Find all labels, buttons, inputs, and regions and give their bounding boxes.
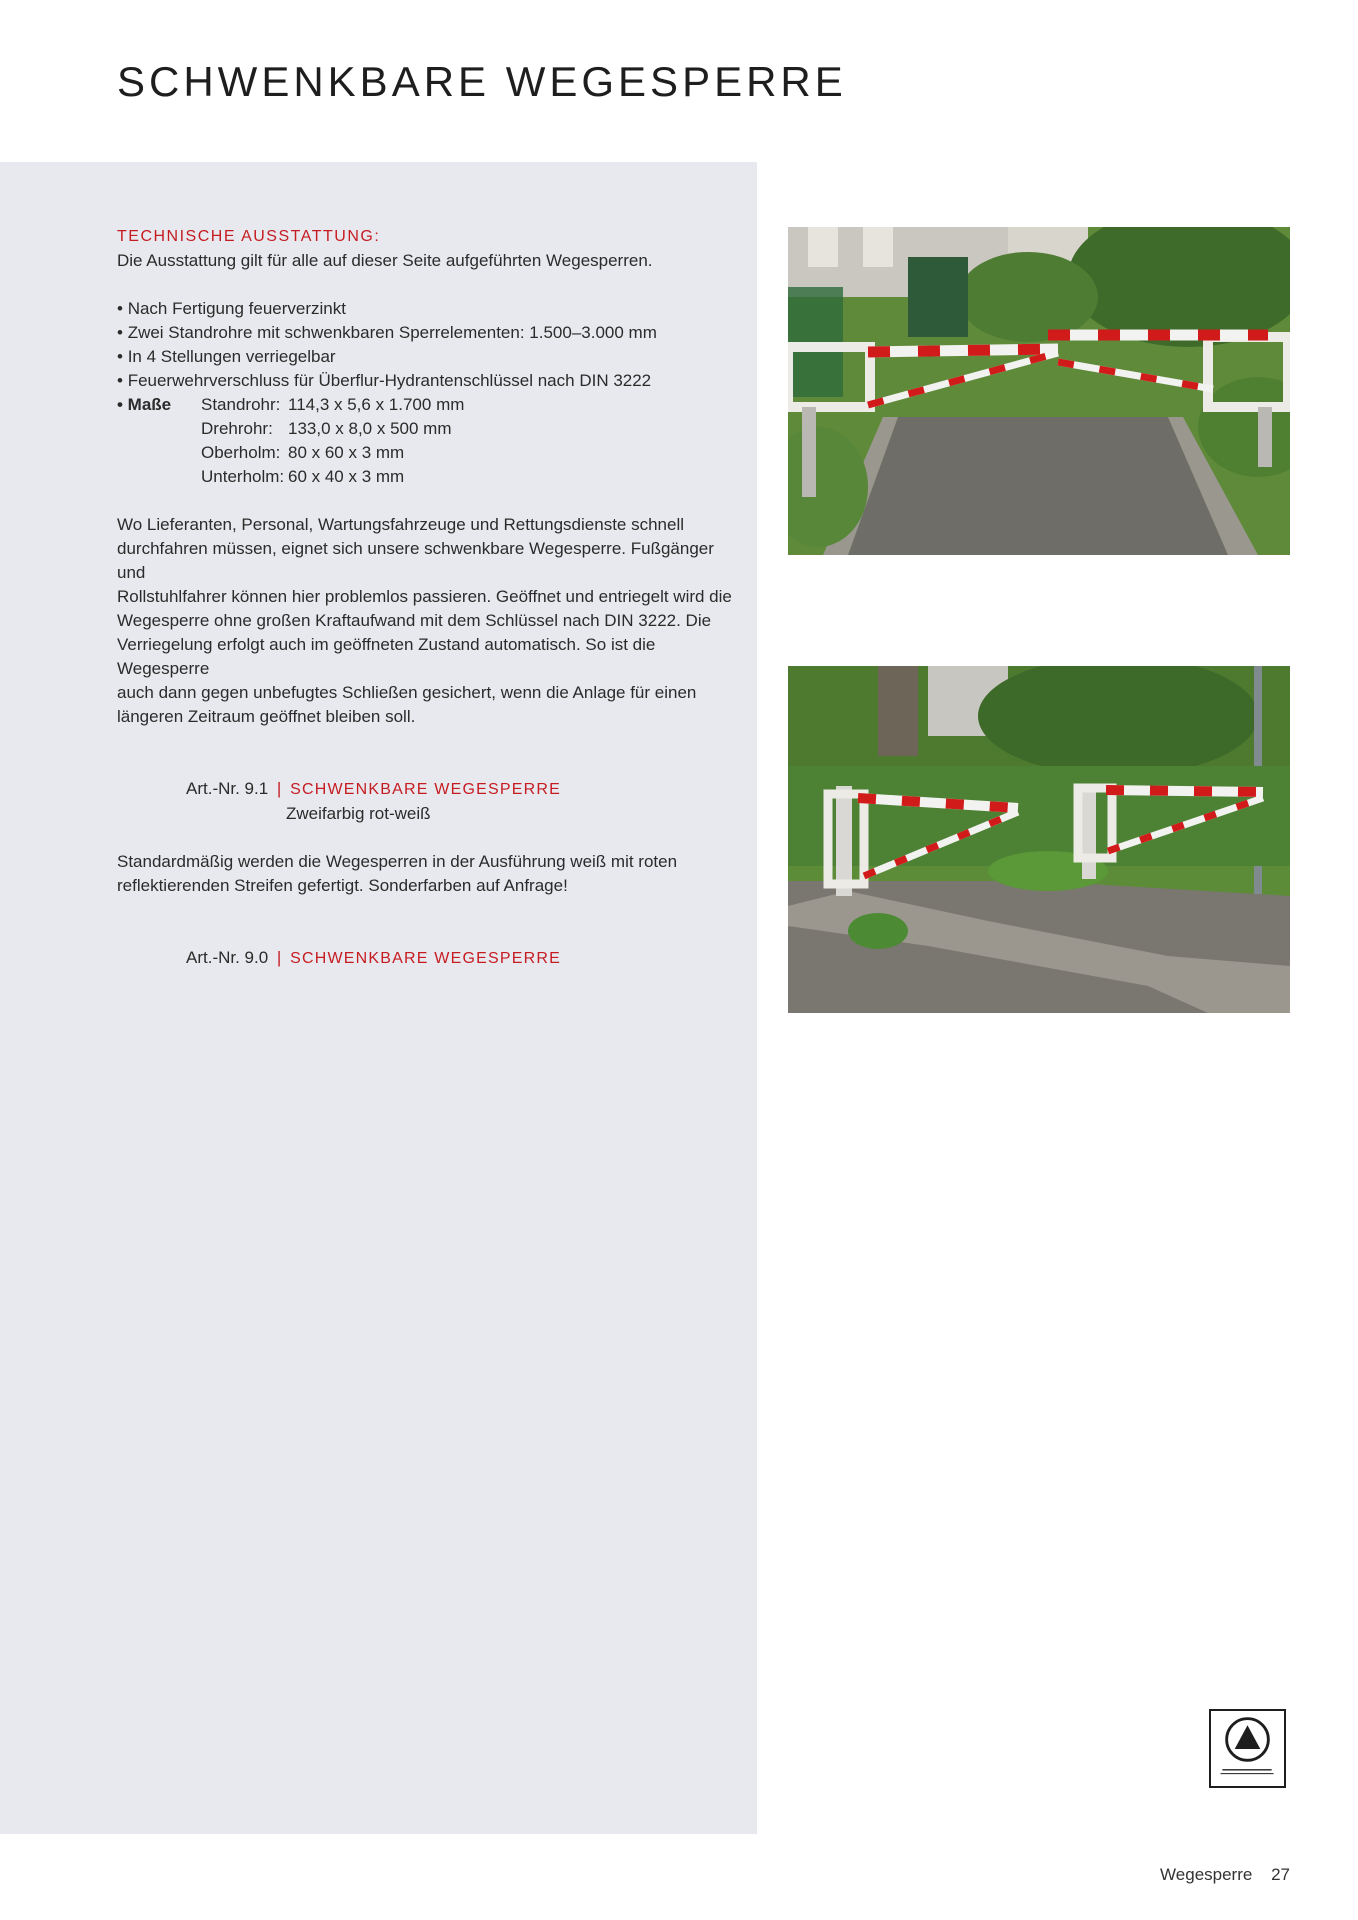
dim-label: Standrohr: (201, 395, 281, 414)
article-name: SCHWENKBARE WEGESPERRE (290, 950, 561, 967)
article-number: Art.-Nr. 9.1 (186, 779, 269, 798)
brand-logo (1209, 1709, 1286, 1788)
tech-intro: Die Ausstattung gilt für alle auf dieser Seite aufgeführten Wegesperren. (117, 251, 653, 270)
dim-label: Oberholm: (201, 443, 281, 462)
dim-value: 60 x 40 x 3 mm (288, 467, 405, 486)
article-variant: Zweifarbig rot-weiß (286, 804, 431, 823)
note-line: reflektierenden Streifen gefertigt. Sonderfarben auf Anfrage! (117, 876, 568, 895)
dim-label: Unterholm: (201, 467, 285, 486)
dim-value: 80 x 60 x 3 mm (288, 443, 405, 462)
feature-item: • Nach Fertigung feuerverzinkt (117, 297, 737, 321)
description-line: durchfahren müssen, eignet sich unsere schwenkbare Wegesperre. Fußgänger und (117, 539, 714, 582)
description-line: auch dann gegen unbefugtes Schließen gesichert, wenn die Anlage für einen (117, 683, 697, 702)
dim-value: 114,3 x 5,6 x 1.700 mm (288, 395, 465, 414)
article-name: SCHWENKBARE WEGESPERRE (290, 781, 561, 798)
description-line: Verriegelung erfolgt auch im geöffneten Zustand automatisch. So ist die Wegesperre (117, 635, 656, 678)
description-text (117, 513, 737, 729)
description-line: längeren Zeitraum geöffnet bleiben soll. (117, 707, 416, 726)
article-number: Art.-Nr. 9.0 (186, 948, 269, 967)
article-separator: | (276, 779, 282, 798)
article-9-1 (117, 777, 737, 802)
dim-label: Drehrohr: (201, 419, 273, 438)
dim-value: 133,0 x 8,0 x 500 mm (288, 419, 452, 438)
description-line: Rollstuhlfahrer können hier problemlos passieren. Geöffnet und entriegelt wird die (117, 587, 732, 606)
page-title: SCHWENKBARE WEGESPERRE (117, 58, 847, 105)
barrier-photo-open (788, 666, 1290, 1013)
article-separator: | (276, 948, 282, 967)
dimensions-table (117, 393, 737, 489)
feature-item: • Feuerwehrverschluss für Überflur-Hydrantenschlüssel nach DIN 3222 (117, 369, 737, 393)
tech-heading: TECHNISCHE AUSSTATTUNG: (117, 228, 381, 245)
description-line: Wegesperre ohne großen Kraftaufwand mit dem Schlüssel nach DIN 3222. Die (117, 611, 712, 630)
footer-section: Wegesperre (1160, 1865, 1253, 1884)
note-line: Standardmäßig werden die Wegesperren in der Ausführung weiß mit roten (117, 852, 678, 871)
page-number: 27 (1271, 1865, 1290, 1884)
feature-item: • In 4 Stellungen verriegelbar (117, 345, 737, 369)
article-9-0 (117, 946, 737, 971)
barrier-photo-closed (788, 227, 1290, 555)
page-footer (1160, 1865, 1290, 1885)
standard-note (117, 850, 737, 898)
product-description (117, 225, 737, 971)
dimensions-label: • Maße (117, 395, 172, 414)
feature-item: • Zwei Standrohre mit schwenkbaren Sperrelementen: 1.500–3.000 mm (117, 321, 737, 345)
feature-list (117, 297, 737, 393)
description-line: Wo Lieferanten, Personal, Wartungsfahrzeuge und Rettungsdienste schnell (117, 515, 685, 534)
